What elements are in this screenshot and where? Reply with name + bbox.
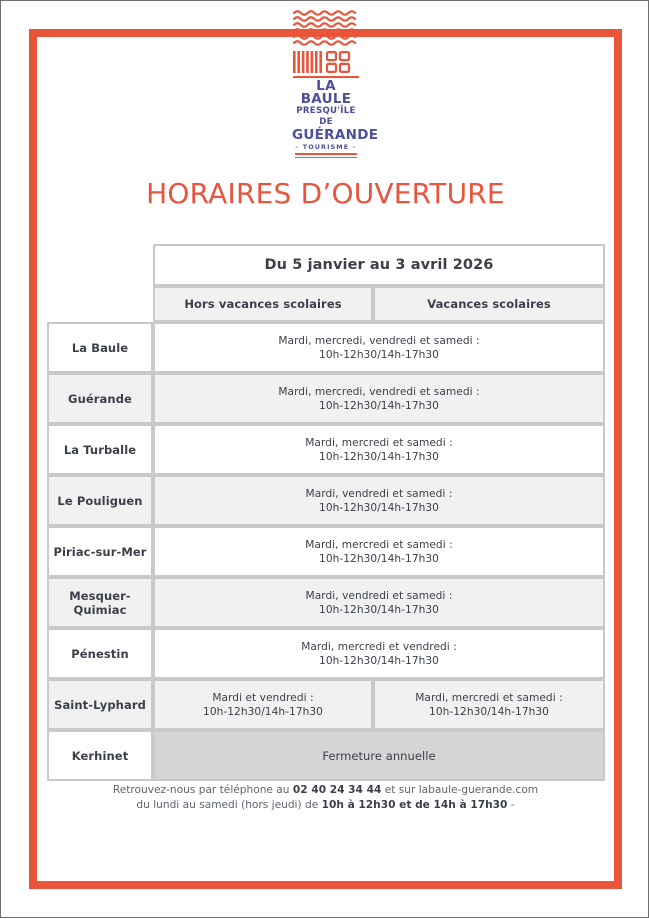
logo-rule-bottom-2 bbox=[295, 157, 357, 159]
hours-cell bbox=[153, 628, 605, 679]
hours-times: 10h-12h30/14h-17h30 bbox=[319, 603, 439, 616]
page-title: HORAIRES D’OUVERTURE bbox=[146, 177, 505, 210]
hours-days: Mardi, mercredi et samedi : bbox=[305, 538, 453, 551]
logo-line-tourisme bbox=[292, 142, 360, 152]
city-label: Saint-Lyphard bbox=[47, 679, 153, 730]
hours-cell bbox=[153, 322, 605, 373]
hours-cell bbox=[153, 373, 605, 424]
hours-times: 10h-12h30/14h-17h30 bbox=[319, 501, 439, 514]
table-row bbox=[47, 679, 605, 730]
logo-wordmark bbox=[292, 78, 379, 152]
table-row-subheaders bbox=[47, 286, 605, 322]
table-row bbox=[47, 628, 605, 679]
footer-hours: 10h à 12h30 et de 14h à 17h30 bbox=[321, 799, 508, 811]
logo-dash-left: – bbox=[295, 143, 300, 151]
table-row-period bbox=[47, 244, 605, 286]
hours-days: Mardi, mercredi et vendredi : bbox=[301, 640, 457, 653]
hours-cell bbox=[153, 577, 605, 628]
table-row bbox=[47, 373, 605, 424]
hours-days: Mardi, mercredi, vendredi et samedi : bbox=[278, 334, 480, 347]
wave-pattern-icon bbox=[292, 9, 360, 49]
hours-cell bbox=[153, 526, 605, 577]
footer-text-d: - bbox=[507, 799, 515, 811]
logo-line-la-baule: LA BAULE bbox=[300, 78, 352, 107]
logo-tourisme-text: TOURISME bbox=[302, 143, 350, 151]
hours-times: 10h-12h30/14h-17h30 bbox=[319, 552, 439, 565]
table-row bbox=[47, 322, 605, 373]
hours-cell bbox=[153, 424, 605, 475]
logo-rule-bottom-1 bbox=[295, 153, 357, 155]
hours-times: 10h-12h30/14h-17h30 bbox=[319, 654, 439, 667]
footer-text-c: du lundi au samedi (hors jeudi) de bbox=[136, 799, 322, 811]
schedule-table-wrapper bbox=[47, 244, 605, 781]
table-row bbox=[47, 475, 605, 526]
city-label: Le Pouliguen bbox=[47, 475, 153, 526]
hours-days: Mardi, vendredi et samedi : bbox=[305, 589, 453, 602]
table-row bbox=[47, 526, 605, 577]
footer-phone-number: 02 40 24 34 44 bbox=[292, 784, 382, 796]
hours-times: 10h-12h30/14h-17h30 bbox=[319, 399, 439, 412]
footer-line-1 bbox=[1, 783, 649, 798]
hours-days: Mardi, mercredi et samedi : bbox=[415, 691, 563, 704]
city-label: La Baule bbox=[47, 322, 153, 373]
bars-and-squares-icon bbox=[292, 51, 360, 73]
brand-logo bbox=[292, 9, 379, 151]
city-label: Mesquer-Quimiac bbox=[47, 577, 153, 628]
period-header: Du 5 janvier au 3 avril 2026 bbox=[153, 244, 605, 286]
footer-text-a: Retrouvez-nous par téléphone au bbox=[112, 784, 293, 796]
table-row bbox=[47, 424, 605, 475]
hours-times: 10h-12h30/14h-17h30 bbox=[319, 348, 439, 361]
column-header-vacances: Vacances scolaires bbox=[373, 286, 605, 322]
table-row bbox=[47, 730, 605, 781]
logo-line-presquile: PRESQU'ÎLE DE bbox=[296, 106, 356, 127]
poster-content bbox=[1, 1, 649, 919]
hours-days: Mardi, vendredi et samedi : bbox=[305, 487, 453, 500]
hours-times: 10h-12h30/14h-17h30 bbox=[203, 705, 323, 718]
footer-contact bbox=[1, 783, 649, 813]
table-row bbox=[47, 577, 605, 628]
logo-line-guerande: GUÉRANDE bbox=[292, 127, 379, 143]
footer-line-2 bbox=[1, 798, 649, 813]
hours-cell-vacances bbox=[373, 679, 605, 730]
hours-days: Mardi, mercredi, vendredi et samedi : bbox=[278, 385, 480, 398]
city-label: La Turballe bbox=[47, 424, 153, 475]
city-label: Piriac-sur-Mer bbox=[47, 526, 153, 577]
footer-text-b: et sur labaule-guerande.com bbox=[381, 784, 539, 796]
hours-days: Mardi, mercredi et samedi : bbox=[305, 436, 453, 449]
closed-status-cell: Fermeture annuelle bbox=[153, 730, 605, 781]
table-corner-spacer-2 bbox=[47, 286, 153, 322]
opening-hours-table bbox=[47, 244, 605, 781]
hours-days: Mardi et vendredi : bbox=[212, 691, 314, 704]
city-label: Pénestin bbox=[47, 628, 153, 679]
hours-times: 10h-12h30/14h-17h30 bbox=[319, 450, 439, 463]
city-label: Kerhinet bbox=[47, 730, 153, 781]
logo-dash-right: – bbox=[352, 143, 357, 151]
column-header-hors-vacances: Hors vacances scolaires bbox=[153, 286, 373, 322]
hours-cell-hors-vacances bbox=[153, 679, 373, 730]
hours-times: 10h-12h30/14h-17h30 bbox=[429, 705, 549, 718]
hours-cell bbox=[153, 475, 605, 526]
city-label: Guérande bbox=[47, 373, 153, 424]
table-corner-spacer bbox=[47, 244, 153, 286]
